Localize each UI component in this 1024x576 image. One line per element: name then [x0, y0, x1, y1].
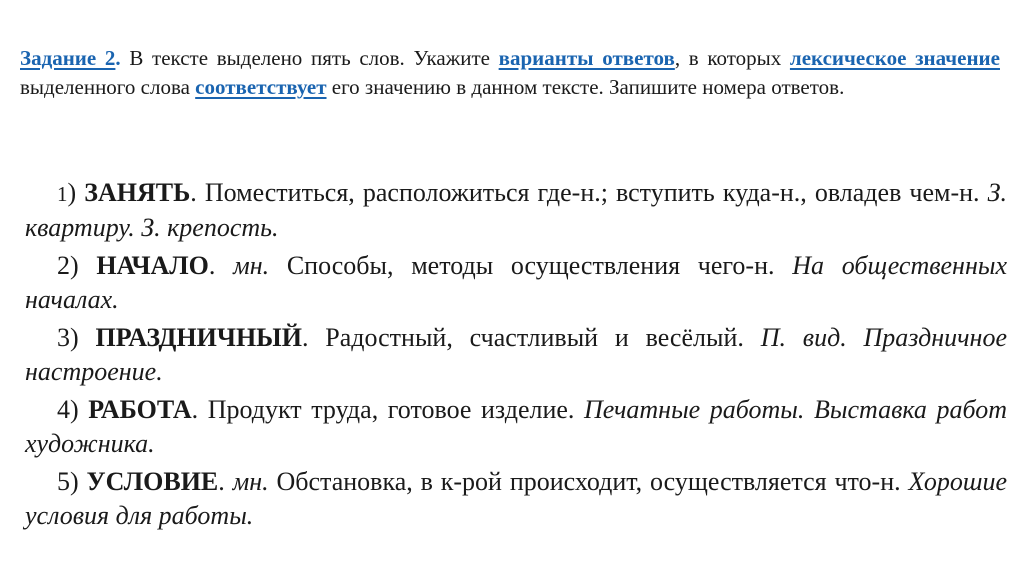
link-answer-options[interactable]: варианты ответов: [498, 46, 675, 70]
entry-5-number: 5): [57, 467, 79, 496]
entry-2-number: 2): [57, 251, 79, 280]
entry-5-example: Хорошие условия для работы.: [25, 467, 1008, 530]
entry-2-mark: мн.: [233, 251, 270, 280]
entry-1-definition: . Поместиться, расположиться где-н.; вступить куда-н., овладев чем-н.: [190, 178, 988, 207]
task-text-3: выделенного слова: [20, 75, 196, 99]
entry-1-paren: ): [67, 178, 77, 207]
task-title-link[interactable]: Задание 2: [20, 46, 116, 70]
entry-2-word: НАЧАЛО: [96, 251, 209, 280]
task-instruction: [20, 44, 1000, 102]
entry-4-word: РАБОТА: [88, 395, 192, 424]
entry-3-word: ПРАЗДНИЧНЫЙ: [95, 323, 302, 352]
entry-5-definition: Обстановка, в к-рой происходит, осуществляется что-н.: [268, 467, 909, 496]
entry-4-example: Печатные работы. Выставка работ художника.: [25, 395, 1008, 458]
task-text-2: , в которых: [674, 46, 790, 70]
dictionary-entry-list: [25, 176, 1007, 537]
entry-2-definition: Способы, методы осуществления чего-н.: [269, 251, 793, 280]
entry-1: [25, 176, 1007, 245]
entry-5-mark: мн.: [232, 467, 269, 496]
link-corresponds[interactable]: соответствует: [195, 75, 327, 99]
entry-1-example: З. квартиру. З. крепость.: [25, 178, 1007, 242]
entry-3-example: П. вид. Праздничное настроение.: [25, 323, 1007, 386]
entry-1-number: 1: [57, 182, 68, 206]
entry-1-word: ЗАНЯТЬ: [84, 178, 191, 207]
entry-2-example: На общественных началах.: [25, 251, 1008, 314]
entry-3-definition: . Радостный, счастливый и весёлый.: [301, 323, 761, 352]
link-lexical-meaning[interactable]: лексическое значение: [789, 46, 1000, 70]
entry-4-number: 4): [57, 395, 79, 424]
task-title-dot: .: [115, 46, 121, 70]
entry-5: 5) УСЛОВИЕ. мн. Обстановка, в к-рой происходит, осуществляется что-н. Хорошие условия для работы.: [25, 467, 1008, 530]
entry-3-number: 3): [57, 323, 79, 352]
entry-4: [25, 393, 1007, 461]
entry-3: [25, 321, 1007, 389]
entry-2: 2) НАЧАЛО. мн. Способы, методы осуществления чего-н. На общественных началах.: [25, 251, 1008, 314]
task-text-1: В тексте выделено пять слов. Укажите: [120, 46, 499, 70]
task-text-4: его значению в данном тексте. Запишите номера ответов.: [326, 75, 845, 99]
entry-5-word: УСЛОВИЕ: [86, 467, 219, 496]
entry-4-definition: . Продукт труда, готовое изделие.: [191, 395, 585, 424]
